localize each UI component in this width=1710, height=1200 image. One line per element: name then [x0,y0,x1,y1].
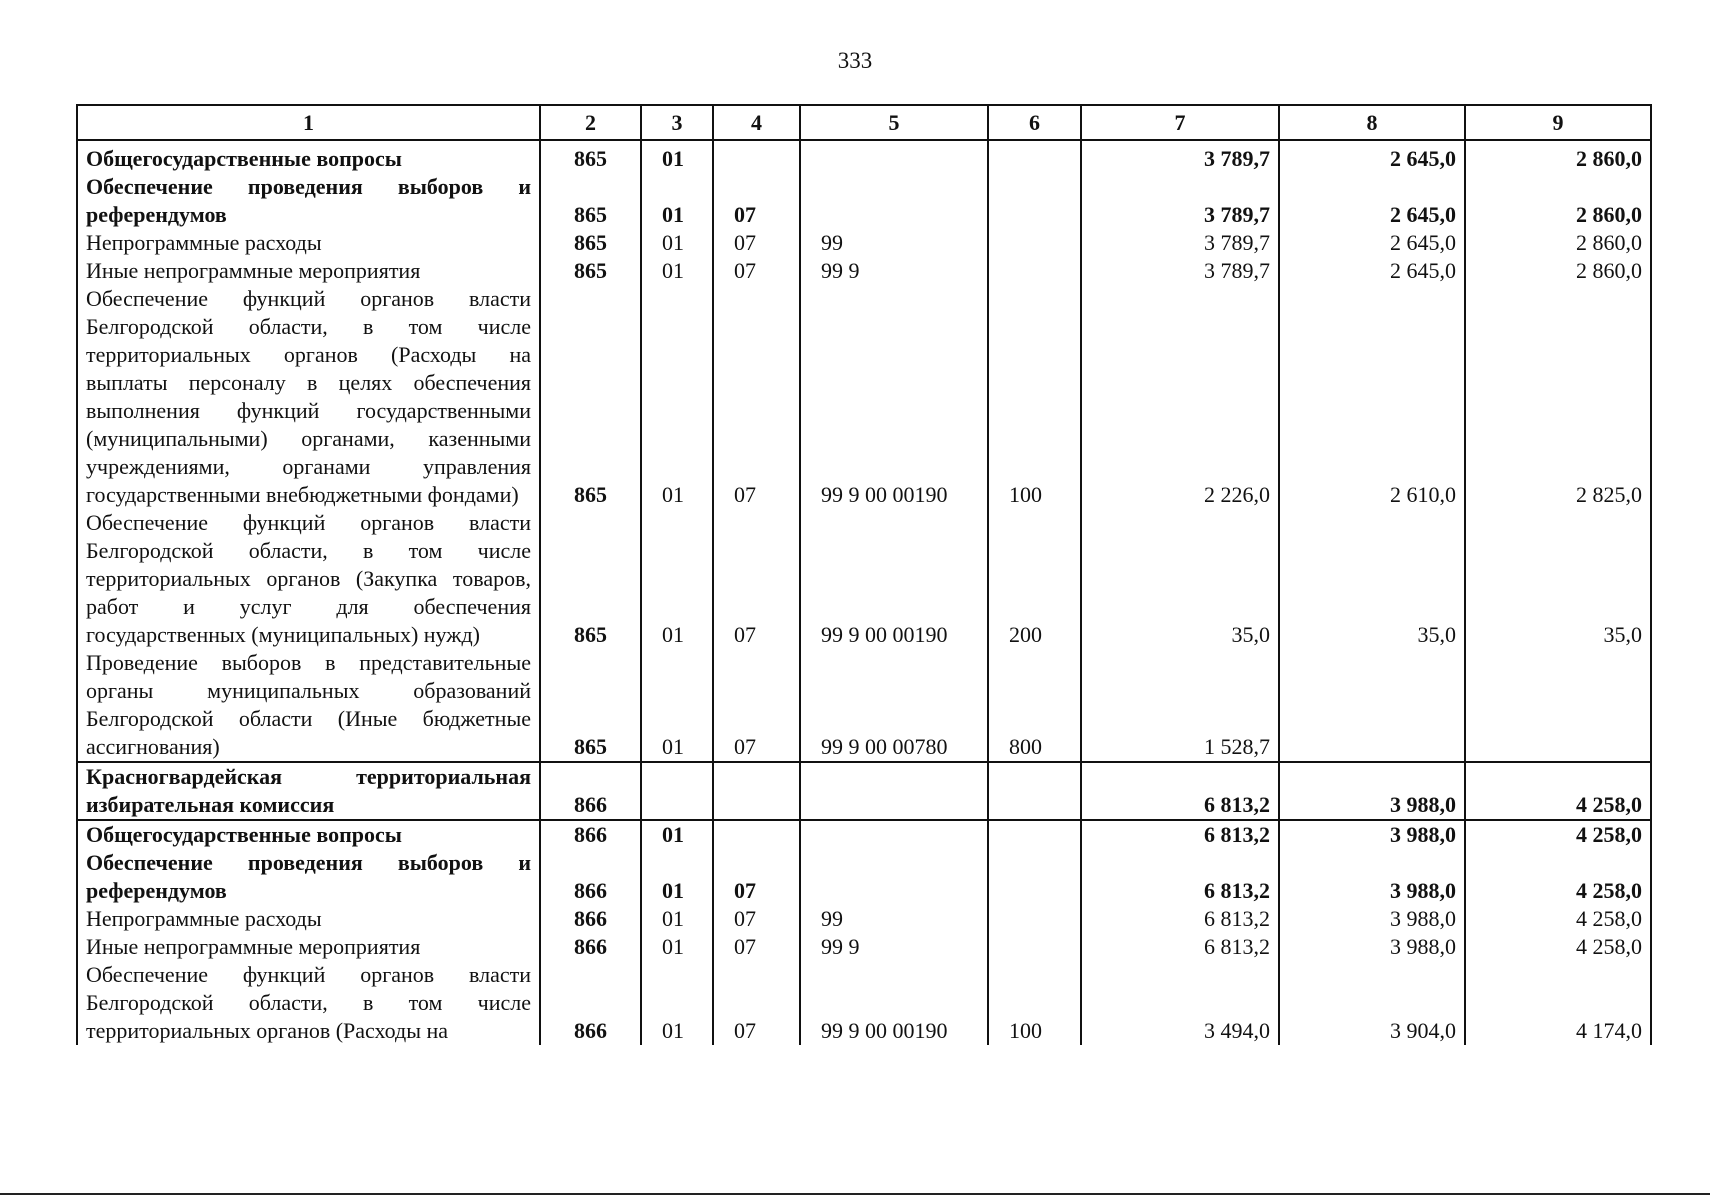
amount-col7: 3 789,7 [1081,229,1279,257]
item-name: Обеспечение функций органов власти Белгородской области, в том числе территориальных органов (Расходы на выплаты персоналу в целях обеспечения выполнения функций государственными (муниципальными) органами, казенными учреждениями, органами управления государственными внебюджетными фондами) [77,285,540,509]
amount-col7: 3 789,7 [1081,140,1279,173]
expense-type: 800 [988,649,1081,762]
amount-col7: 6 813,2 [1081,820,1279,849]
amount-col7: 1 528,7 [1081,649,1279,762]
amount-col9: 4 258,0 [1465,762,1651,820]
column-header: 6 [988,105,1081,140]
subsection-code [713,762,800,820]
target-article [800,762,988,820]
section-code: 01 [641,509,713,649]
expense-type [988,229,1081,257]
section-code: 01 [641,229,713,257]
expense-type [988,762,1081,820]
amount-col8: 2 645,0 [1279,229,1465,257]
expense-type [988,820,1081,849]
subsection-code: 07 [713,229,800,257]
item-name: Общегосударственные вопросы [77,140,540,173]
table-row [77,649,1651,762]
section-code: 01 [641,849,713,905]
item-name: Проведение выборов в представительные органы муниципальных образований Белгородской области (Иные бюджетные ассигнования) [77,649,540,762]
table-row [77,229,1651,257]
subsection-code: 07 [713,285,800,509]
admin-code: 866 [540,762,641,820]
table-row [77,140,1651,173]
target-article: 99 [800,229,988,257]
expense-type: 100 [988,285,1081,509]
target-article: 99 9 [800,257,988,285]
amount-col8: 2 645,0 [1279,257,1465,285]
subsection-code [713,820,800,849]
section-code: 01 [641,173,713,229]
target-article [800,140,988,173]
amount-col7: 6 813,2 [1081,849,1279,905]
section-code [641,762,713,820]
amount-col8: 2 610,0 [1279,285,1465,509]
amount-col9: 2 860,0 [1465,229,1651,257]
table-row [77,961,1651,1045]
budget-table [76,104,1652,1045]
amount-col7: 6 813,2 [1081,905,1279,933]
table-row [77,849,1651,905]
amount-col9: 2 825,0 [1465,285,1651,509]
target-article: 99 9 00 00190 [800,285,988,509]
page-edge-line [0,1193,1710,1195]
target-article [800,820,988,849]
admin-code: 866 [540,849,641,905]
amount-col8: 3 988,0 [1279,933,1465,961]
amount-col8 [1279,649,1465,762]
amount-col9: 4 258,0 [1465,849,1651,905]
column-header: 4 [713,105,800,140]
amount-col9: 2 860,0 [1465,257,1651,285]
amount-col9: 2 860,0 [1465,140,1651,173]
subsection-code: 07 [713,905,800,933]
subsection-code [713,140,800,173]
subsection-code: 07 [713,649,800,762]
item-name: Иные непрограммные мероприятия [77,257,540,285]
expense-type [988,849,1081,905]
item-name: Обеспечение функций органов власти Белгородской области, в том числе территориальных органов (Закупка товаров, работ и услуг для обеспечения государственных (муниципальных) нужд) [77,509,540,649]
amount-col8: 35,0 [1279,509,1465,649]
admin-code: 866 [540,820,641,849]
target-article: 99 9 00 00780 [800,649,988,762]
amount-col8: 2 645,0 [1279,173,1465,229]
admin-code: 865 [540,229,641,257]
expense-type [988,905,1081,933]
target-article: 99 9 00 00190 [800,961,988,1045]
expense-type [988,140,1081,173]
table-row [77,173,1651,229]
expense-type [988,933,1081,961]
page-number: 333 [837,48,873,73]
amount-col9: 2 860,0 [1465,173,1651,229]
amount-col7: 35,0 [1081,509,1279,649]
column-header: 8 [1279,105,1465,140]
table-row [77,820,1651,849]
section-code: 01 [641,905,713,933]
amount-col8: 3 988,0 [1279,762,1465,820]
table-row [77,509,1651,649]
admin-code: 865 [540,649,641,762]
section-code: 01 [641,820,713,849]
section-code: 01 [641,285,713,509]
item-name: Красногвардейская территориальная избирательная комиссия [77,762,540,820]
column-header: 3 [641,105,713,140]
amount-col7: 3 494,0 [1081,961,1279,1045]
column-header: 9 [1465,105,1651,140]
admin-code: 865 [540,509,641,649]
item-name: Иные непрограммные мероприятия [77,933,540,961]
table-row [77,762,1651,820]
expense-type: 100 [988,961,1081,1045]
amount-col8: 2 645,0 [1279,140,1465,173]
expense-type [988,257,1081,285]
target-article: 99 9 00 00190 [800,509,988,649]
subsection-code: 07 [713,257,800,285]
admin-code: 866 [540,961,641,1045]
admin-code: 865 [540,173,641,229]
amount-col7: 6 813,2 [1081,762,1279,820]
amount-col9: 4 258,0 [1465,933,1651,961]
admin-code: 865 [540,140,641,173]
admin-code: 865 [540,285,641,509]
admin-code: 866 [540,905,641,933]
admin-code: 866 [540,933,641,961]
column-header: 7 [1081,105,1279,140]
amount-col7: 3 789,7 [1081,173,1279,229]
subsection-code: 07 [713,933,800,961]
target-article [800,849,988,905]
amount-col8: 3 988,0 [1279,905,1465,933]
table-row [77,905,1651,933]
table-body [77,140,1651,1045]
table-header-row [77,105,1651,140]
amount-col9: 35,0 [1465,509,1651,649]
section-code: 01 [641,257,713,285]
column-header: 2 [540,105,641,140]
item-name: Общегосударственные вопросы [77,820,540,849]
subsection-code: 07 [713,509,800,649]
expense-type: 200 [988,509,1081,649]
column-header: 5 [800,105,988,140]
target-article [800,173,988,229]
target-article: 99 [800,905,988,933]
table-row [77,257,1651,285]
section-code: 01 [641,649,713,762]
subsection-code: 07 [713,961,800,1045]
item-name: Непрограммные расходы [77,905,540,933]
amount-col8: 3 904,0 [1279,961,1465,1045]
admin-code: 865 [540,257,641,285]
item-name: Непрограммные расходы [77,229,540,257]
expense-type [988,173,1081,229]
section-code: 01 [641,140,713,173]
amount-col9: 4 258,0 [1465,820,1651,849]
amount-col7: 3 789,7 [1081,257,1279,285]
amount-col7: 6 813,2 [1081,933,1279,961]
target-article: 99 9 [800,933,988,961]
item-name: Обеспечение проведения выборов и референдумов [77,849,540,905]
amount-col9: 4 174,0 [1465,961,1651,1045]
subsection-code: 07 [713,173,800,229]
subsection-code: 07 [713,849,800,905]
amount-col7: 2 226,0 [1081,285,1279,509]
section-code: 01 [641,961,713,1045]
column-header: 1 [77,105,540,140]
section-code: 01 [641,933,713,961]
table-row [77,285,1651,509]
amount-col8: 3 988,0 [1279,849,1465,905]
amount-col9: 4 258,0 [1465,905,1651,933]
amount-col8: 3 988,0 [1279,820,1465,849]
item-name: Обеспечение функций органов власти Белгородской области, в том числе территориальных органов (Расходы на [77,961,540,1045]
amount-col9 [1465,649,1651,762]
table-row [77,933,1651,961]
item-name: Обеспечение проведения выборов и референдумов [77,173,540,229]
